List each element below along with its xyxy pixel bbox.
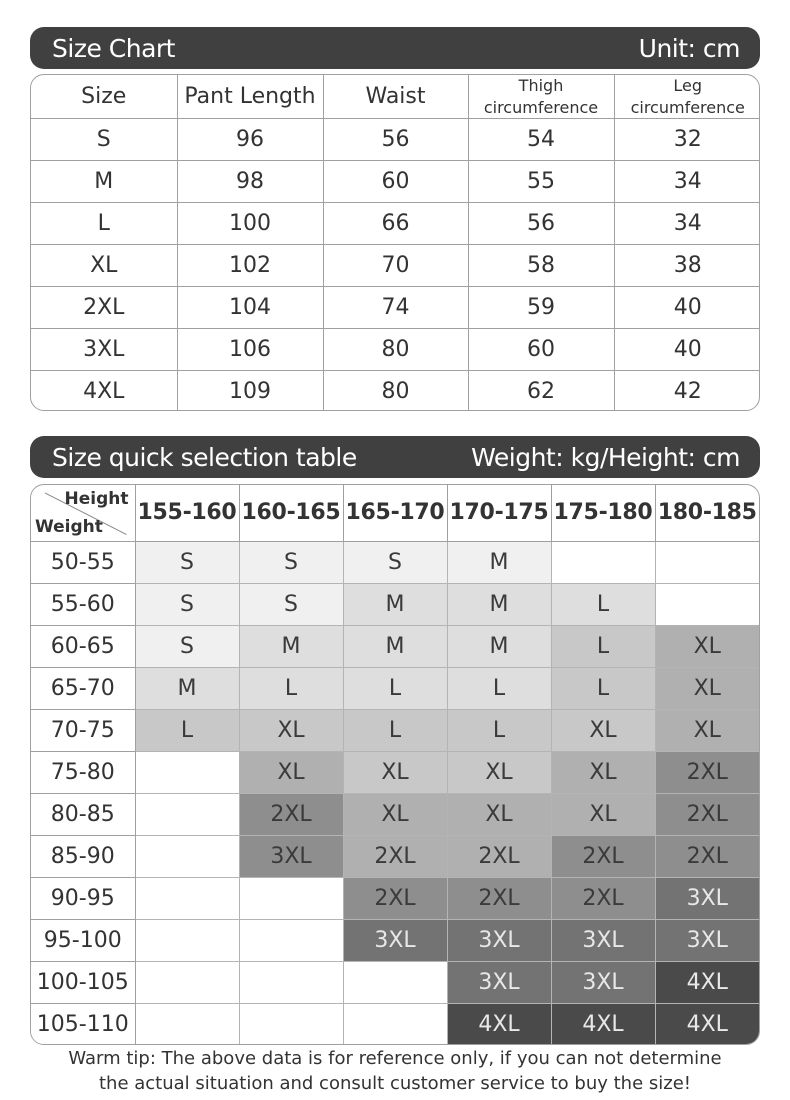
pant-length-cell: 100 (177, 203, 323, 245)
weight-range-label: 80-85 (31, 793, 135, 835)
column-header-pant-length: Pant Length (177, 75, 323, 119)
leg-cell: 38 (614, 245, 760, 287)
pant-length-cell: 96 (177, 119, 323, 161)
empty-cell (343, 961, 447, 1003)
height-header: 180-185 (655, 485, 759, 541)
weight-row (31, 919, 759, 961)
weight-row (31, 625, 759, 667)
height-header-row (31, 485, 759, 541)
size-recommendation-cell: XL (239, 709, 343, 751)
size-chart-row (31, 203, 760, 245)
warm-tip-line2: the actual situation and consult customer service to buy the size! (98, 1073, 691, 1094)
size-recommendation-cell: 3XL (551, 961, 655, 1003)
quick-selection-header (30, 436, 760, 478)
size-recommendation-cell: 4XL (655, 1003, 759, 1045)
size-recommendation-cell: L (447, 709, 551, 751)
leg-cell: 34 (614, 203, 760, 245)
thigh-cell: 59 (468, 287, 614, 329)
waist-cell: 70 (323, 245, 468, 287)
size-recommendation-cell: 2XL (655, 835, 759, 877)
size-chart-row (31, 371, 760, 411)
size-recommendation-cell: 3XL (343, 919, 447, 961)
size-recommendation-cell: XL (239, 751, 343, 793)
size-cell: 2XL (31, 287, 177, 329)
size-recommendation-cell: S (135, 541, 239, 583)
size-recommendation-cell: 4XL (447, 1003, 551, 1045)
warm-tip (0, 1046, 790, 1096)
size-cell: XL (31, 245, 177, 287)
empty-cell (135, 835, 239, 877)
waist-cell: 80 (323, 329, 468, 371)
size-recommendation-cell: M (447, 625, 551, 667)
empty-cell (135, 877, 239, 919)
size-recommendation-cell: L (343, 709, 447, 751)
size-recommendation-cell: 2XL (447, 877, 551, 919)
waist-cell: 66 (323, 203, 468, 245)
pant-length-cell: 106 (177, 329, 323, 371)
empty-cell (551, 541, 655, 583)
size-recommendation-cell: L (343, 667, 447, 709)
size-chart-row (31, 161, 760, 203)
empty-cell (655, 583, 759, 625)
size-recommendation-cell: S (239, 541, 343, 583)
size-recommendation-cell: M (447, 541, 551, 583)
column-header-waist: Waist (323, 75, 468, 119)
size-recommendation-cell: S (239, 583, 343, 625)
size-recommendation-cell: 3XL (447, 961, 551, 1003)
size-recommendation-cell: 2XL (655, 793, 759, 835)
size-recommendation-cell: M (447, 583, 551, 625)
size-recommendation-cell: 2XL (343, 877, 447, 919)
size-cell: S (31, 119, 177, 161)
height-header: 155-160 (135, 485, 239, 541)
leg-label-line1: Leg (673, 76, 703, 95)
size-cell: M (31, 161, 177, 203)
weight-range-label: 65-70 (31, 667, 135, 709)
size-recommendation-cell: S (135, 625, 239, 667)
size-chart-row (31, 245, 760, 287)
empty-cell (343, 1003, 447, 1045)
size-recommendation-cell: XL (551, 751, 655, 793)
size-recommendation-cell: M (135, 667, 239, 709)
size-recommendation-cell: L (447, 667, 551, 709)
thigh-cell: 56 (468, 203, 614, 245)
size-recommendation-cell: XL (343, 793, 447, 835)
size-recommendation-cell: XL (655, 667, 759, 709)
thigh-cell: 62 (468, 371, 614, 411)
waist-cell: 56 (323, 119, 468, 161)
size-recommendation-cell: 3XL (447, 919, 551, 961)
size-chart-title: Size Chart (52, 33, 175, 63)
size-chart-unit: Unit: cm (638, 33, 740, 63)
size-recommendation-cell: 2XL (447, 835, 551, 877)
weight-row (31, 667, 759, 709)
height-header: 160-165 (239, 485, 343, 541)
corner-header (31, 485, 135, 541)
thigh-label-line1: Thigh (518, 76, 564, 95)
size-recommendation-cell: 2XL (551, 835, 655, 877)
size-recommendation-cell: 4XL (551, 1003, 655, 1045)
thigh-cell: 54 (468, 119, 614, 161)
weight-range-label: 95-100 (31, 919, 135, 961)
size-recommendation-cell: 4XL (655, 961, 759, 1003)
thigh-cell: 60 (468, 329, 614, 371)
size-chart-table (30, 74, 760, 411)
size-recommendation-cell: XL (655, 625, 759, 667)
size-recommendation-cell: L (239, 667, 343, 709)
size-recommendation-cell: M (343, 583, 447, 625)
thigh-cell: 58 (468, 245, 614, 287)
size-recommendation-cell: 2XL (655, 751, 759, 793)
size-recommendation-cell: 3XL (655, 877, 759, 919)
weight-row (31, 793, 759, 835)
size-recommendation-cell: M (343, 625, 447, 667)
size-cell: 3XL (31, 329, 177, 371)
waist-cell: 80 (323, 371, 468, 411)
weight-row (31, 541, 759, 583)
size-recommendation-cell: 2XL (343, 835, 447, 877)
size-recommendation-cell: 3XL (655, 919, 759, 961)
size-recommendation-cell: XL (447, 751, 551, 793)
corner-weight-label: Weight (35, 516, 103, 537)
size-recommendation-cell: XL (343, 751, 447, 793)
leg-label-line2: circumference (630, 97, 745, 117)
weight-range-label: 75-80 (31, 751, 135, 793)
empty-cell (239, 1003, 343, 1045)
thigh-label-line2: circumference (483, 97, 599, 117)
size-recommendation-cell: XL (551, 709, 655, 751)
empty-cell (135, 793, 239, 835)
size-recommendation-cell: M (239, 625, 343, 667)
quick-selection-unit: Weight: kg/Height: cm (471, 442, 740, 472)
pant-length-cell: 102 (177, 245, 323, 287)
weight-range-label: 105-110 (31, 1003, 135, 1045)
size-recommendation-cell: XL (655, 709, 759, 751)
size-cell: 4XL (31, 371, 177, 411)
column-header-thigh (468, 75, 614, 119)
empty-cell (135, 919, 239, 961)
size-recommendation-cell: 2XL (551, 877, 655, 919)
pant-length-cell: 98 (177, 161, 323, 203)
empty-cell (135, 751, 239, 793)
weight-range-label: 100-105 (31, 961, 135, 1003)
size-chart-header (30, 27, 760, 69)
size-recommendation-cell: S (343, 541, 447, 583)
empty-cell (135, 1003, 239, 1045)
corner-height-label: Height (64, 489, 129, 509)
waist-cell: 60 (323, 161, 468, 203)
size-recommendation-cell: 3XL (551, 919, 655, 961)
warm-tip-line1: Warm tip: The above data is for reference only, if you can not determine (68, 1048, 722, 1069)
weight-row (31, 835, 759, 877)
size-chart-row (31, 329, 760, 371)
column-header-leg (614, 75, 760, 119)
weight-range-label: 85-90 (31, 835, 135, 877)
pant-length-cell: 104 (177, 287, 323, 329)
empty-cell (655, 541, 759, 583)
size-chart-row (31, 119, 760, 161)
size-recommendation-cell: S (135, 583, 239, 625)
size-recommendation-cell: L (551, 625, 655, 667)
thigh-cell: 55 (468, 161, 614, 203)
leg-cell: 40 (614, 287, 760, 329)
size-recommendation-cell: 2XL (239, 793, 343, 835)
weight-range-label: 70-75 (31, 709, 135, 751)
empty-cell (239, 919, 343, 961)
quick-selection-table (30, 484, 760, 1045)
leg-cell: 32 (614, 119, 760, 161)
weight-row (31, 961, 759, 1003)
size-cell: L (31, 203, 177, 245)
weight-row (31, 1003, 759, 1045)
quick-selection-title: Size quick selection table (52, 442, 357, 472)
height-header: 165-170 (343, 485, 447, 541)
leg-cell: 34 (614, 161, 760, 203)
empty-cell (135, 961, 239, 1003)
weight-row (31, 583, 759, 625)
weight-row (31, 709, 759, 751)
weight-range-label: 55-60 (31, 583, 135, 625)
size-recommendation-cell: L (551, 583, 655, 625)
weight-row (31, 877, 759, 919)
size-recommendation-cell: XL (447, 793, 551, 835)
height-header: 175-180 (551, 485, 655, 541)
empty-cell (239, 961, 343, 1003)
weight-row (31, 751, 759, 793)
size-chart-header-row (31, 75, 760, 119)
weight-range-label: 50-55 (31, 541, 135, 583)
column-header-size: Size (31, 75, 177, 119)
height-header: 170-175 (447, 485, 551, 541)
size-chart-row (31, 287, 760, 329)
pant-length-cell: 109 (177, 371, 323, 411)
waist-cell: 74 (323, 287, 468, 329)
size-recommendation-cell: 3XL (239, 835, 343, 877)
size-recommendation-cell: L (135, 709, 239, 751)
weight-range-label: 60-65 (31, 625, 135, 667)
leg-cell: 40 (614, 329, 760, 371)
weight-range-label: 90-95 (31, 877, 135, 919)
empty-cell (239, 877, 343, 919)
size-recommendation-cell: XL (551, 793, 655, 835)
leg-cell: 42 (614, 371, 760, 411)
size-recommendation-cell: L (551, 667, 655, 709)
